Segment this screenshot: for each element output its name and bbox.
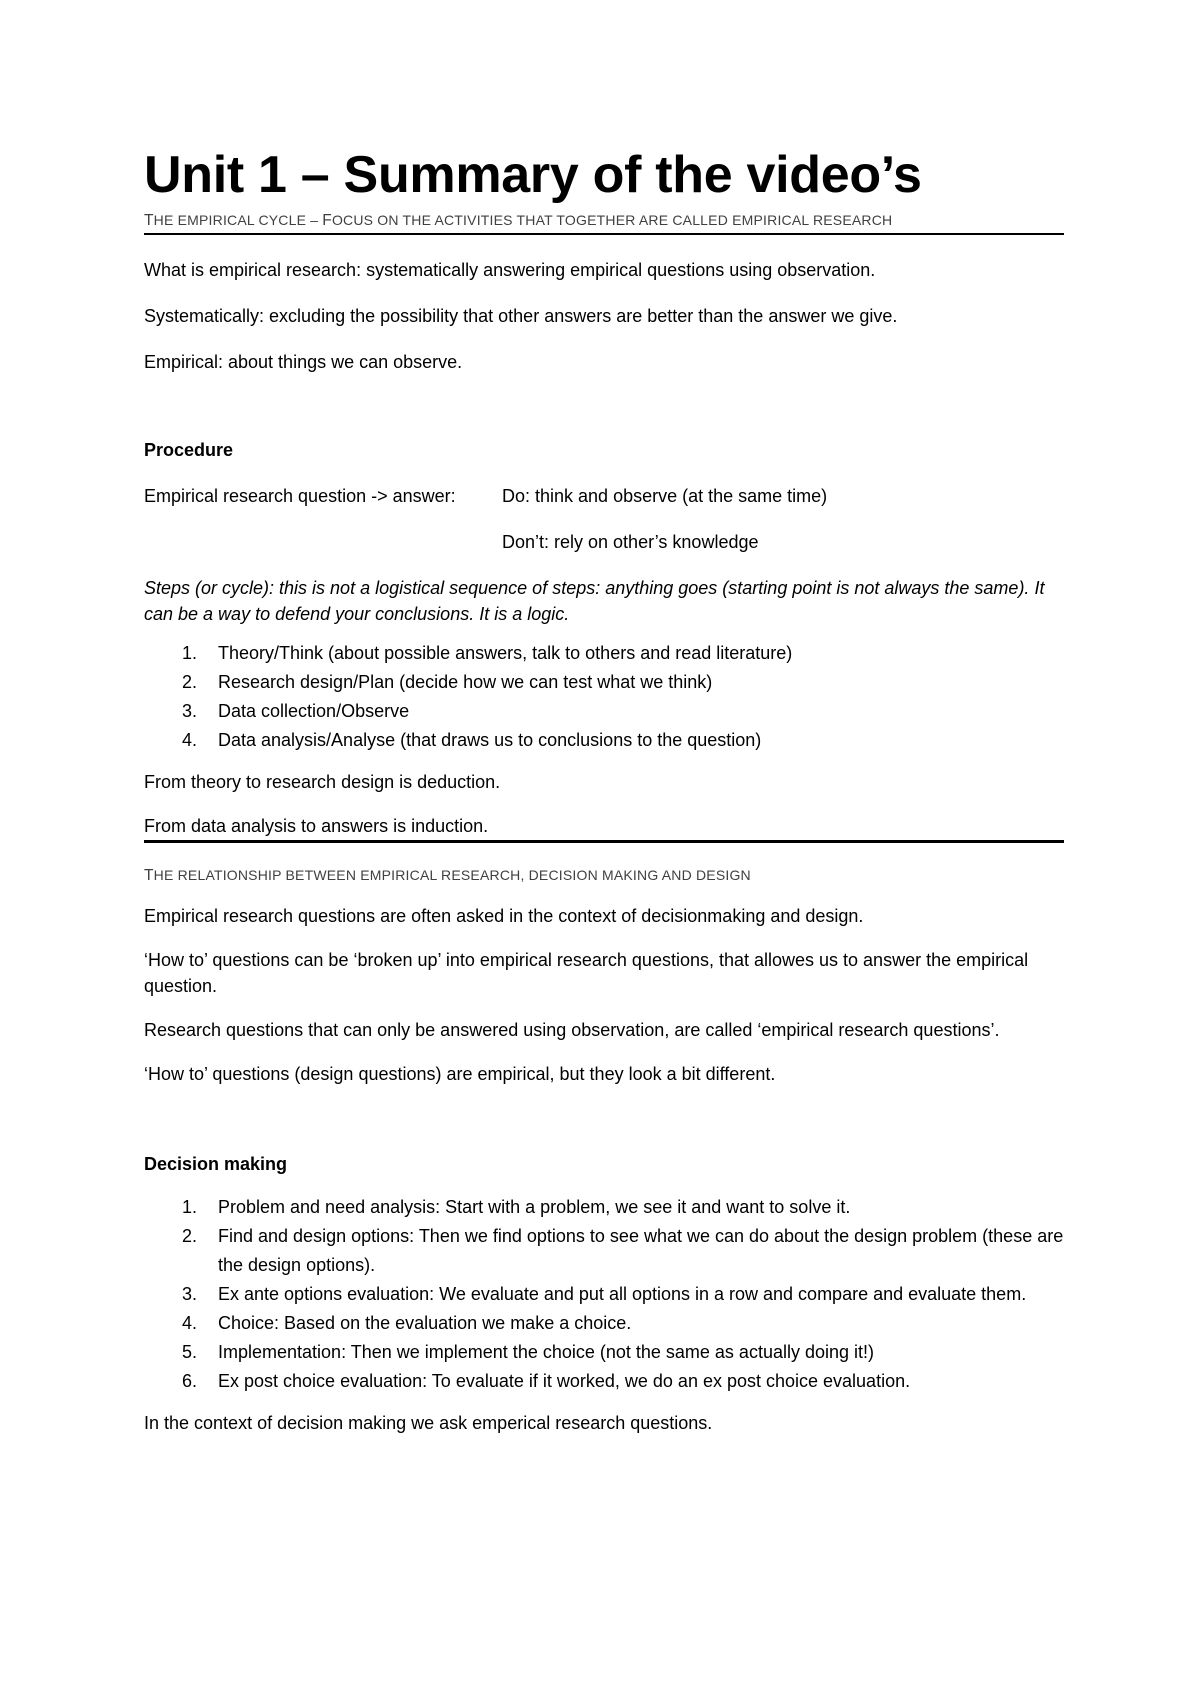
list-number: 2. <box>182 672 198 692</box>
section2-paragraph-design-questions: ‘How to’ questions (design questions) are empirical, but they look a bit different. <box>144 1064 776 1084</box>
deduction-paragraph: From theory to research design is deduction. <box>144 772 501 792</box>
document-page <box>144 140 1064 1436</box>
induction-paragraph: From data analysis to answers is induction. <box>144 816 489 836</box>
decision-closing-paragraph: In the context of decision making we ask emperical research questions. <box>144 1413 713 1433</box>
list-number: 3. <box>182 701 198 721</box>
list-text: Theory/Think (about possible answers, talk to others and read literature) <box>218 643 793 663</box>
intro-paragraph-definition: What is empirical research: systematically answering empirical questions using observation. <box>144 260 876 280</box>
subtitle-rest-2: OCUS ON THE ACTIVITIES THAT TOGETHER ARE CALLED EMPIRICAL RESEARCH <box>331 212 893 228</box>
list-number: 6. <box>182 1371 198 1391</box>
list-item <box>144 1280 1064 1309</box>
list-item <box>144 726 1064 755</box>
procedure-row-do <box>144 483 1064 509</box>
section-subtitle-relationship <box>144 867 1064 885</box>
procedure-heading: Procedure <box>144 440 234 460</box>
subtitle-rest-1: HE EMPIRICAL CYCLE – <box>153 212 323 228</box>
list-number: 5. <box>182 1342 198 1362</box>
list-number: 1. <box>182 1197 198 1217</box>
steps-intro-paragraph: Steps (or cycle): this is not a logistical sequence of steps: anything goes (starting point is not always the same). It can be a way to defend your conclusions. It is a logic. <box>144 578 1045 624</box>
intro-paragraph-empirical: Empirical: about things we can observe. <box>144 352 463 372</box>
list-text: Data analysis/Analyse (that draws us to conclusions to the question) <box>218 730 762 750</box>
document-title: Unit 1 – Summary of the video’s <box>144 146 922 204</box>
list-item <box>144 1222 1064 1280</box>
list-number: 4. <box>182 730 198 750</box>
procedure-dont-text: Don’t: rely on other’s knowledge <box>502 532 759 552</box>
procedure-row-dont <box>144 529 1064 555</box>
list-number: 4. <box>182 1313 198 1333</box>
subtitle-initial-2: F <box>322 212 332 229</box>
list-item <box>144 1193 1064 1222</box>
list-item <box>144 697 1064 726</box>
section2-paragraph-context: Empirical research questions are often asked in the context of decisionmaking and design. <box>144 906 864 926</box>
list-text: Choice: Based on the evaluation we make a choice. <box>218 1313 632 1333</box>
section2-paragraph-how-to: ‘How to’ questions can be ‘broken up’ into empirical research questions, that allowes us to answer the empirical question. <box>144 950 1029 996</box>
list-number: 2. <box>182 1226 198 1246</box>
list-text: Problem and need analysis: Start with a problem, we see it and want to solve it. <box>218 1197 851 1217</box>
procedure-question-label: Empirical research question -> answer: <box>144 486 456 506</box>
list-item <box>144 1309 1064 1338</box>
subtitle-initial-1: T <box>144 212 154 229</box>
list-item <box>144 1367 1064 1396</box>
section2-paragraph-research-questions: Research questions that can only be answered using observation, are called ‘empirical research questions’. <box>144 1020 1000 1040</box>
list-item <box>144 668 1064 697</box>
list-text: Ex post choice evaluation: To evaluate if it worked, we do an ex post choice evaluation. <box>218 1371 911 1391</box>
list-item <box>144 639 1064 668</box>
section-subtitle-empirical-cycle <box>144 212 1064 235</box>
list-number: 1. <box>182 643 198 663</box>
list-text: Ex ante options evaluation: We evaluate and put all options in a row and compare and evaluate them. <box>218 1284 1027 1304</box>
procedure-do-text: Do: think and observe (at the same time) <box>502 486 828 506</box>
list-text: Research design/Plan (decide how we can test what we think) <box>218 672 713 692</box>
list-text: Implementation: Then we implement the choice (not the same as actually doing it!) <box>218 1342 875 1362</box>
list-text: Find and design options: Then we find options to see what we can do about the design problem (these are the design options). <box>218 1226 1064 1275</box>
decision-making-heading: Decision making <box>144 1154 288 1174</box>
list-text: Data collection/Observe <box>218 701 410 721</box>
intro-paragraph-systematically: Systematically: excluding the possibility that other answers are better than the answer we give. <box>144 306 898 326</box>
procedure-steps-list <box>144 639 1064 755</box>
subtitle-initial: T <box>144 867 154 884</box>
list-number: 3. <box>182 1284 198 1304</box>
list-item <box>144 1338 1064 1367</box>
subtitle-rest: HE RELATIONSHIP BETWEEN EMPIRICAL RESEARCH, DECISION MAKING AND DESIGN <box>153 867 751 883</box>
decision-steps-list <box>144 1193 1064 1396</box>
